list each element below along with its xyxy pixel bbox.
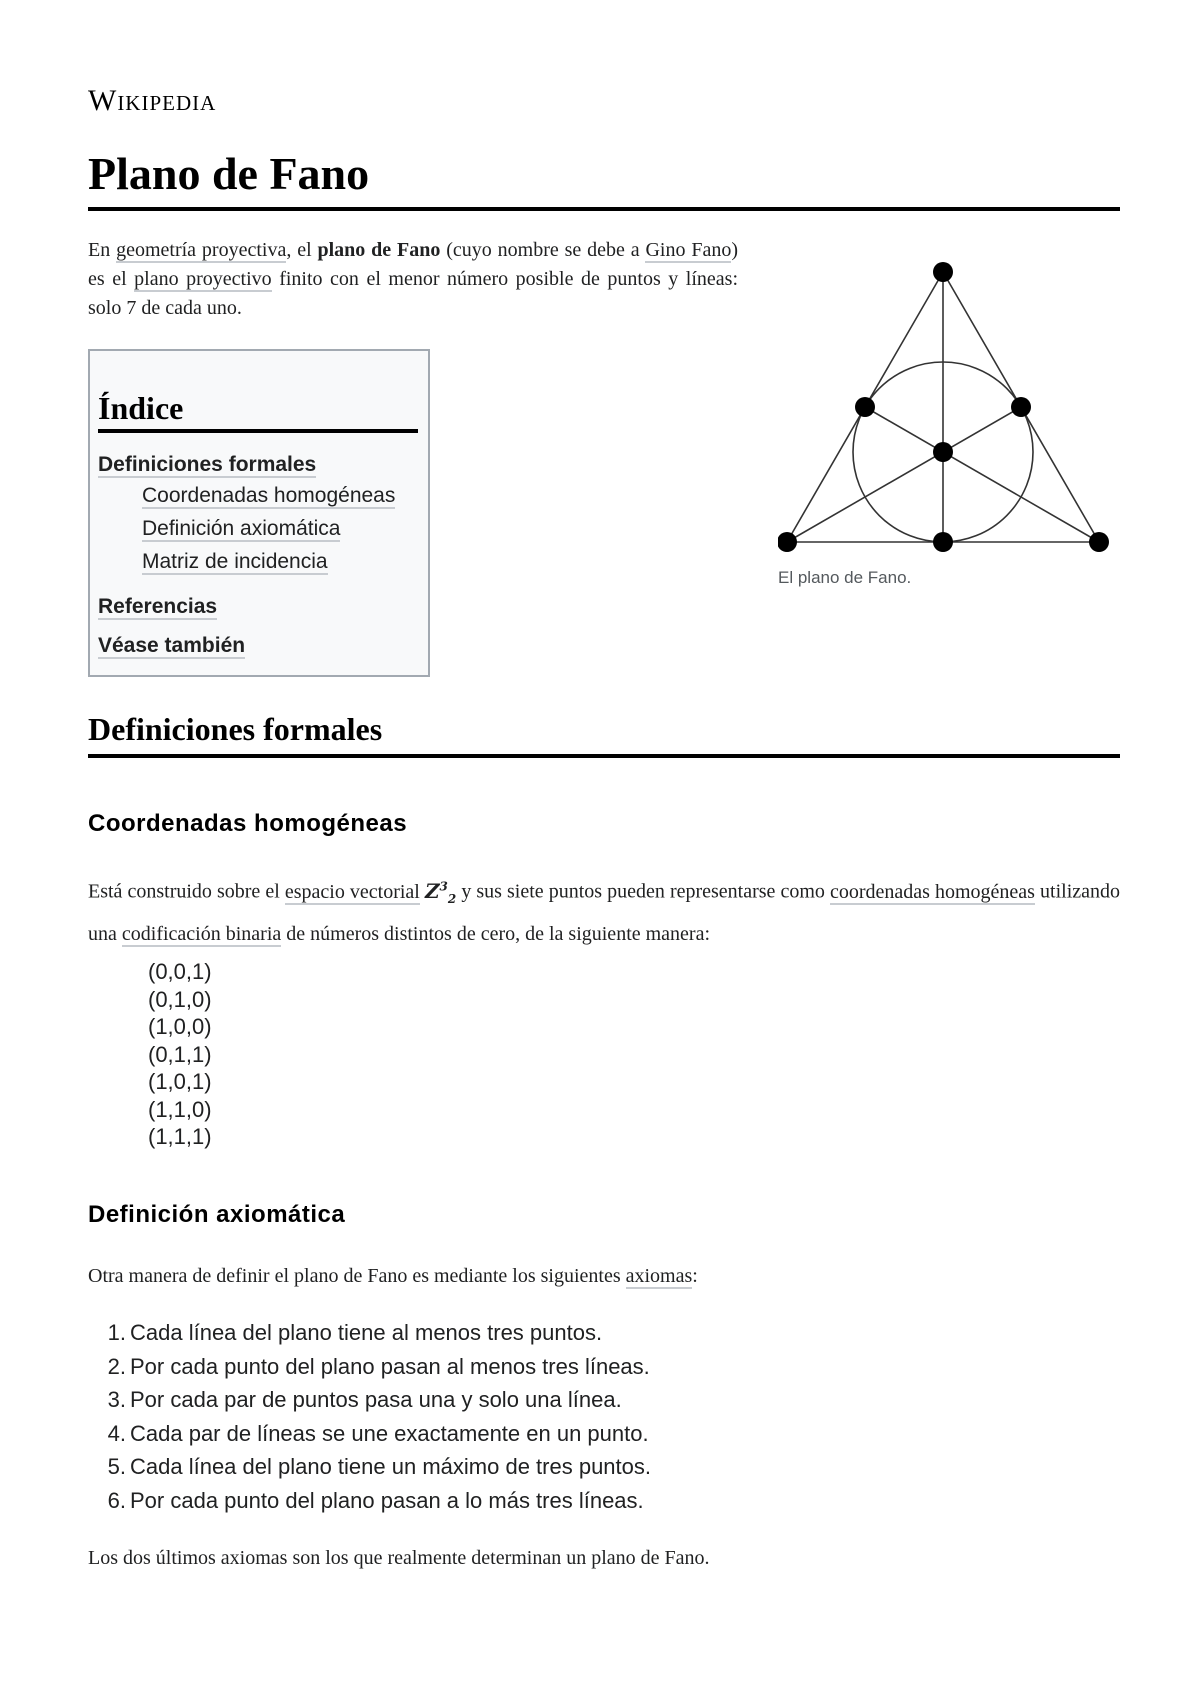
fano-figure bbox=[778, 252, 1138, 587]
list-text: Por cada punto del plano pasan al menos tres líneas. bbox=[130, 1353, 650, 1379]
list-item: (1,0,1) bbox=[148, 1069, 212, 1094]
list-item bbox=[88, 1350, 651, 1384]
list-number: 3. bbox=[107, 1387, 126, 1412]
wikipedia-wordmark[interactable]: Wikipedia bbox=[88, 84, 217, 117]
math-z2-cubed bbox=[424, 878, 457, 906]
paragraph-text: de números distintos de cero, de la siguiente manera: bbox=[281, 922, 711, 945]
list-item: (0,0,1) bbox=[148, 959, 212, 984]
list-text: Por cada punto del plano pasan a lo más tres líneas. bbox=[130, 1487, 644, 1513]
list-number: 6. bbox=[107, 1487, 126, 1513]
toc-item-vease-tambien[interactable] bbox=[98, 634, 245, 658]
paragraph-text: : bbox=[692, 1265, 698, 1287]
paragraph-text: y sus siete puntos pueden representarse como bbox=[456, 880, 830, 903]
point-center bbox=[933, 442, 953, 462]
list-text: Por cada par de puntos pasa una y solo una línea. bbox=[130, 1387, 622, 1412]
point-bottom-right bbox=[1089, 532, 1109, 552]
list-item bbox=[88, 1484, 651, 1518]
list-text: Cada línea del plano tiene al menos tres puntos. bbox=[130, 1320, 603, 1345]
toc-item-matriz-de-incidencia[interactable] bbox=[142, 550, 328, 574]
intro-text: En bbox=[88, 239, 117, 261]
math-base: Z bbox=[424, 878, 440, 903]
intro-paragraph bbox=[88, 236, 738, 323]
math-sub: 2 bbox=[447, 891, 457, 906]
median-left bbox=[787, 407, 1021, 542]
list-item bbox=[88, 1450, 651, 1484]
list-text: Cada línea del plano tiene un máximo de tres puntos. bbox=[130, 1454, 651, 1479]
closing-paragraph: Los dos últimos axiomas son los que realmente determinan un plano de Fano. bbox=[88, 1547, 710, 1569]
intro-text: finito con el menor número posible de puntos y líneas: solo 7 de cada uno. bbox=[88, 268, 738, 319]
toc-item-label: Definición axiomática bbox=[142, 517, 341, 540]
toc-item-label: Véase también bbox=[98, 634, 246, 657]
subsection-heading-axiomatica: Definición axiomática bbox=[88, 1201, 346, 1228]
toc-item-definicion-axiomatica[interactable] bbox=[142, 517, 340, 541]
list-item: (0,1,1) bbox=[148, 1041, 212, 1067]
point-top bbox=[933, 262, 953, 282]
paragraph-text: utilizando una bbox=[88, 880, 1121, 945]
list-item: (0,1,0) bbox=[148, 986, 212, 1012]
link-plano-proyectivo[interactable]: plano proyectivo bbox=[134, 268, 272, 290]
list-item bbox=[88, 1417, 651, 1451]
intro-text: ) es el bbox=[88, 239, 739, 290]
list-number: 4. bbox=[107, 1420, 126, 1446]
link-coordenadas-homogeneas[interactable]: coordenadas homogéneas bbox=[829, 880, 1035, 903]
toc-title: Índice bbox=[98, 389, 418, 433]
link-geometria-proyectiva[interactable]: geometría proyectiva bbox=[116, 239, 287, 261]
median-right bbox=[865, 407, 1099, 542]
toc-item-label: Coordenadas homogéneas bbox=[142, 484, 396, 507]
fano-plane-diagram[interactable] bbox=[778, 252, 1138, 552]
list-number: 5. bbox=[107, 1454, 126, 1479]
link-gino-fano[interactable]: Gino Fano bbox=[645, 239, 732, 261]
paragraph-text: Otra manera de definir el plano de Fano es mediante los siguientes bbox=[88, 1265, 626, 1287]
intro-text: (cuyo nombre se debe a bbox=[440, 239, 646, 261]
figure-caption: El plano de Fano. bbox=[778, 568, 912, 587]
intro-text: , el bbox=[286, 239, 318, 261]
toc-item-label: Definiciones formales bbox=[98, 453, 317, 476]
axioms-list bbox=[88, 1316, 651, 1517]
math-sup: 3 bbox=[439, 879, 448, 893]
coordinates-list bbox=[148, 958, 212, 1151]
point-left-mid bbox=[855, 397, 875, 417]
toc-item-referencias[interactable] bbox=[98, 595, 217, 619]
list-number: 2. bbox=[107, 1353, 126, 1379]
list-text: Cada par de líneas se une exactamente en un punto. bbox=[130, 1420, 649, 1446]
point-right-mid bbox=[1011, 397, 1031, 417]
subsection-heading-coordenadas: Coordenadas homogéneas bbox=[88, 810, 408, 837]
intro-bold-term: plano de Fano bbox=[317, 239, 441, 261]
toc-item-label: Matriz de incidencia bbox=[142, 550, 328, 573]
point-bottom-left bbox=[778, 532, 797, 552]
list-number: 1. bbox=[107, 1320, 126, 1345]
list-item: (1,1,1) bbox=[148, 1124, 212, 1149]
table-of-contents bbox=[88, 349, 430, 677]
link-codificacion-binaria[interactable]: codificación binaria bbox=[121, 922, 282, 945]
coordenadas-paragraph bbox=[88, 869, 1120, 952]
list-item: (1,0,0) bbox=[148, 1014, 212, 1039]
list-item bbox=[88, 1316, 651, 1350]
toc-item-label: Referencias bbox=[98, 595, 218, 618]
list-item bbox=[88, 1383, 651, 1417]
link-axiomas[interactable]: axiomas bbox=[625, 1265, 693, 1287]
page-title: Plano de Fano bbox=[88, 146, 1120, 211]
section-heading-definiciones-formales: Definiciones formales bbox=[88, 710, 1120, 758]
toc-item-definiciones-formales[interactable] bbox=[98, 453, 316, 477]
link-espacio-vectorial[interactable]: espacio vectorial bbox=[284, 880, 420, 903]
axiomatica-paragraph bbox=[88, 1259, 1120, 1294]
toc-item-coordenadas-homogeneas[interactable] bbox=[142, 484, 395, 508]
list-item: (1,1,0) bbox=[148, 1096, 212, 1122]
point-bottom-mid bbox=[933, 532, 953, 552]
paragraph-text: Está construido sobre el bbox=[88, 880, 285, 903]
